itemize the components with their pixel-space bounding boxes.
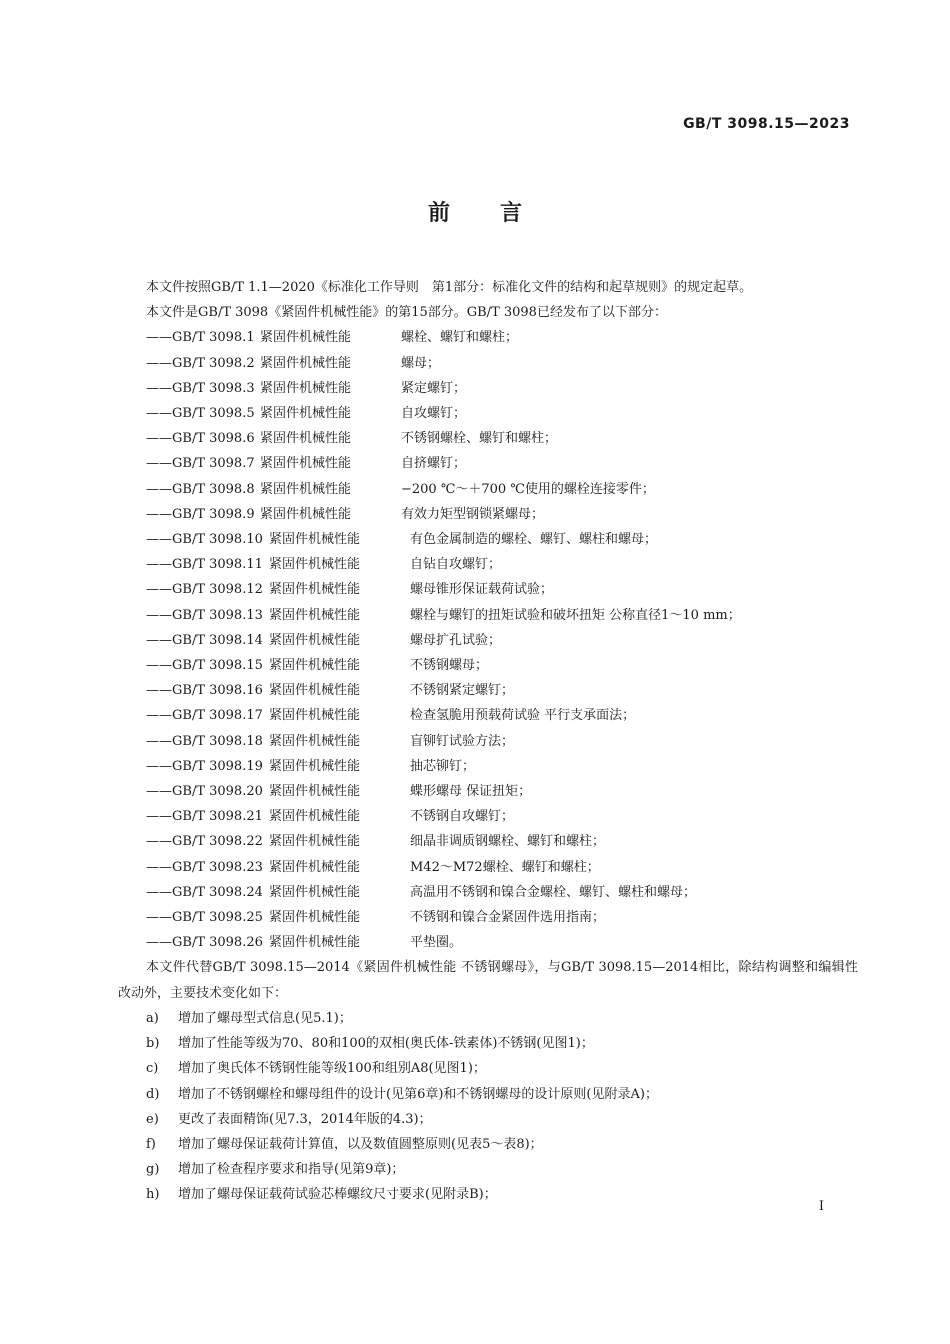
change-tag: f) <box>146 1136 156 1152</box>
change-text: 更改了表面精饰(见7.3，2014年版的4.3)； <box>178 1111 432 1127</box>
part-code: ——GB/T 3098.24 <box>146 884 263 900</box>
part-title: 紧固件机械性能 <box>269 582 361 598</box>
part-subject: 有效力矩型钢锁紧螺母； <box>401 506 545 522</box>
change-tag: a) <box>146 1010 159 1026</box>
part-subject: 不锈钢和镍合金紧固件选用指南； <box>410 910 606 926</box>
part-code: ——GB/T 3098.13 <box>146 607 263 623</box>
part-code: ——GB/T 3098.25 <box>146 910 263 926</box>
part-code: ——GB/T 3098.22 <box>146 834 263 850</box>
part-subject: 螺栓、螺钉和螺柱； <box>401 330 519 346</box>
intro-paragraph-2: 本文件是GB/T 3098《紧固件机械性能》的第15部分。GB/T 3098已经发布了以下部分： <box>146 305 667 321</box>
part-code: ——GB/T 3098.6 <box>146 431 255 447</box>
change-tag: c) <box>146 1061 159 1077</box>
list-item <box>118 1082 858 1107</box>
part-code: ——GB/T 3098.7 <box>146 456 255 472</box>
part-subject: 有色金属制造的螺栓、螺钉、螺柱和螺母； <box>410 532 658 548</box>
list-item <box>118 401 858 426</box>
part-subject: 不锈钢自攻螺钉； <box>410 809 515 825</box>
list-item <box>118 376 858 401</box>
list-item <box>118 829 858 854</box>
page-number: I <box>818 1199 824 1214</box>
list-item <box>118 426 858 451</box>
part-subject: 检查氢脆用预载荷试验 平行支承面法； <box>410 708 636 724</box>
list-item <box>118 754 858 779</box>
list-item <box>118 905 858 930</box>
part-title: 紧固件机械性能 <box>260 330 352 346</box>
part-title: 紧固件机械性能 <box>260 380 352 396</box>
list-item <box>118 477 858 502</box>
part-title: 紧固件机械性能 <box>260 406 352 422</box>
change-text: 增加了螺母保证载荷试验芯棒螺纹尺寸要求(见附录B)； <box>178 1187 497 1203</box>
standard-number: GB/T 3098.15—2023 <box>683 116 850 132</box>
document-body <box>118 275 858 1208</box>
change-tag: b) <box>146 1036 160 1052</box>
part-title: 紧固件机械性能 <box>269 708 361 724</box>
list-item <box>118 1157 858 1182</box>
change-text: 增加了螺母保证载荷计算值，以及数值圆整原则(见表5～表8)； <box>178 1136 543 1152</box>
part-title: 紧固件机械性能 <box>269 683 361 699</box>
part-code: ——GB/T 3098.19 <box>146 758 263 774</box>
list-item <box>118 577 858 602</box>
intro-paragraph-1: 本文件按照GB/T 1.1—2020《标准化工作导则 第1部分：标准化文件的结构和起草规则》的规定起草。 <box>146 280 753 295</box>
part-subject: 自钻自攻螺钉； <box>410 557 502 573</box>
part-code: ——GB/T 3098.11 <box>146 557 263 573</box>
part-title: 紧固件机械性能 <box>260 355 352 371</box>
replace-paragraph: 本文件代替GB/T 3098.15—2014《紧固件机械性能 不锈钢螺母》，与GB/T 3098.15—2014相比，除结构调整和编辑性改动外，主要技术变化如下： <box>118 960 858 1001</box>
part-code: ——GB/T 3098.1 <box>146 330 255 346</box>
part-title: 紧固件机械性能 <box>269 809 361 825</box>
list-item <box>118 1056 858 1081</box>
part-subject: 高温用不锈钢和镍合金螺栓、螺钉、螺柱和螺母； <box>410 884 697 900</box>
list-item <box>118 628 858 653</box>
list-item <box>118 729 858 754</box>
list-item <box>118 552 858 577</box>
list-item <box>118 1031 858 1056</box>
part-subject: 蝶形螺母 保证扭矩； <box>410 784 532 800</box>
part-title: 紧固件机械性能 <box>269 910 361 926</box>
change-text: 增加了奥氏体不锈钢性能等级100和组别A8(见图1)； <box>178 1061 486 1077</box>
part-subject: −200 ℃～＋700 ℃使用的螺栓连接零件； <box>401 481 655 497</box>
list-item <box>118 653 858 678</box>
part-subject: 不锈钢紧定螺钉； <box>410 683 515 699</box>
part-subject: 螺母扩孔试验； <box>410 632 502 648</box>
list-item <box>118 855 858 880</box>
part-title: 紧固件机械性能 <box>260 481 352 497</box>
change-tag: h) <box>146 1187 160 1203</box>
part-subject: 细晶非调质钢螺栓、螺钉和螺柱； <box>410 834 606 850</box>
list-item <box>118 603 858 628</box>
list-item <box>118 703 858 728</box>
part-title: 紧固件机械性能 <box>269 532 361 548</box>
part-code: ——GB/T 3098.3 <box>146 380 255 396</box>
part-code: ——GB/T 3098.12 <box>146 582 263 598</box>
list-item <box>118 1107 858 1132</box>
part-subject: 抽芯铆钉； <box>410 758 476 774</box>
part-title: 紧固件机械性能 <box>269 632 361 648</box>
part-title: 紧固件机械性能 <box>260 456 352 472</box>
parts-list <box>118 325 858 955</box>
part-subject: 不锈钢螺母； <box>410 658 489 674</box>
part-subject: 螺母； <box>401 355 441 371</box>
list-item <box>118 1006 858 1031</box>
part-code: ——GB/T 3098.9 <box>146 506 255 522</box>
changes-list <box>118 1006 858 1208</box>
part-code: ——GB/T 3098.26 <box>146 935 263 951</box>
part-subject: 自攻螺钉； <box>401 406 467 422</box>
list-item <box>118 1182 858 1207</box>
change-tag: g) <box>146 1162 160 1178</box>
part-title: 紧固件机械性能 <box>269 834 361 850</box>
part-code: ——GB/T 3098.17 <box>146 708 263 724</box>
part-title: 紧固件机械性能 <box>269 784 361 800</box>
list-item <box>118 502 858 527</box>
part-subject: 螺母锥形保证载荷试验； <box>410 582 554 598</box>
part-title: 紧固件机械性能 <box>269 935 361 951</box>
change-text: 增加了性能等级为70、80和100的双相(奥氏体-铁素体)不锈钢(见图1)； <box>178 1036 594 1052</box>
part-code: ——GB/T 3098.21 <box>146 809 263 825</box>
part-code: ——GB/T 3098.5 <box>146 406 255 422</box>
list-item <box>118 451 858 476</box>
change-tag: d) <box>146 1086 160 1102</box>
part-code: ——GB/T 3098.20 <box>146 784 263 800</box>
part-subject: 螺栓与螺钉的扭矩试验和破坏扭矩 公称直径1～10 mm； <box>410 607 741 623</box>
part-code: ——GB/T 3098.8 <box>146 481 255 497</box>
list-item <box>118 351 858 376</box>
part-subject: 盲铆钉试验方法； <box>410 733 515 749</box>
part-title: 紧固件机械性能 <box>269 658 361 674</box>
list-item <box>118 930 858 955</box>
part-title: 紧固件机械性能 <box>269 758 361 774</box>
list-item <box>118 1132 858 1157</box>
part-code: ——GB/T 3098.23 <box>146 859 263 875</box>
part-code: ——GB/T 3098.16 <box>146 683 263 699</box>
part-subject: 自挤螺钉； <box>401 456 467 472</box>
part-title: 紧固件机械性能 <box>269 859 361 875</box>
change-text: 增加了不锈钢螺栓和螺母组件的设计(见第6章)和不锈钢螺母的设计原则(见附录A)； <box>178 1086 658 1102</box>
part-code: ——GB/T 3098.14 <box>146 632 263 648</box>
change-tag: e) <box>146 1111 159 1127</box>
part-code: ——GB/T 3098.15 <box>146 658 263 674</box>
list-item <box>118 804 858 829</box>
part-title: 紧固件机械性能 <box>269 733 361 749</box>
part-code: ——GB/T 3098.10 <box>146 532 263 548</box>
change-text: 增加了螺母型式信息(见5.1)； <box>178 1010 352 1026</box>
part-subject: 平垫圈。 <box>410 935 463 951</box>
part-title: 紧固件机械性能 <box>269 884 361 900</box>
part-subject: 不锈钢螺栓、螺钉和螺柱； <box>401 431 558 447</box>
list-item <box>118 678 858 703</box>
part-subject: 紧定螺钉； <box>401 380 467 396</box>
list-item <box>118 527 858 552</box>
part-subject: M42～M72螺栓、螺钉和螺柱； <box>410 859 600 875</box>
list-item <box>118 779 858 804</box>
part-title: 紧固件机械性能 <box>269 607 361 623</box>
part-code: ——GB/T 3098.2 <box>146 355 255 371</box>
part-code: ——GB/T 3098.18 <box>146 733 263 749</box>
list-item <box>118 325 858 350</box>
change-text: 增加了检查程序要求和指导(见第9章)； <box>178 1162 405 1178</box>
part-title: 紧固件机械性能 <box>269 557 361 573</box>
list-item <box>118 880 858 905</box>
part-title: 紧固件机械性能 <box>260 506 352 522</box>
part-title: 紧固件机械性能 <box>260 431 352 447</box>
page-title: 前言 <box>427 201 572 226</box>
